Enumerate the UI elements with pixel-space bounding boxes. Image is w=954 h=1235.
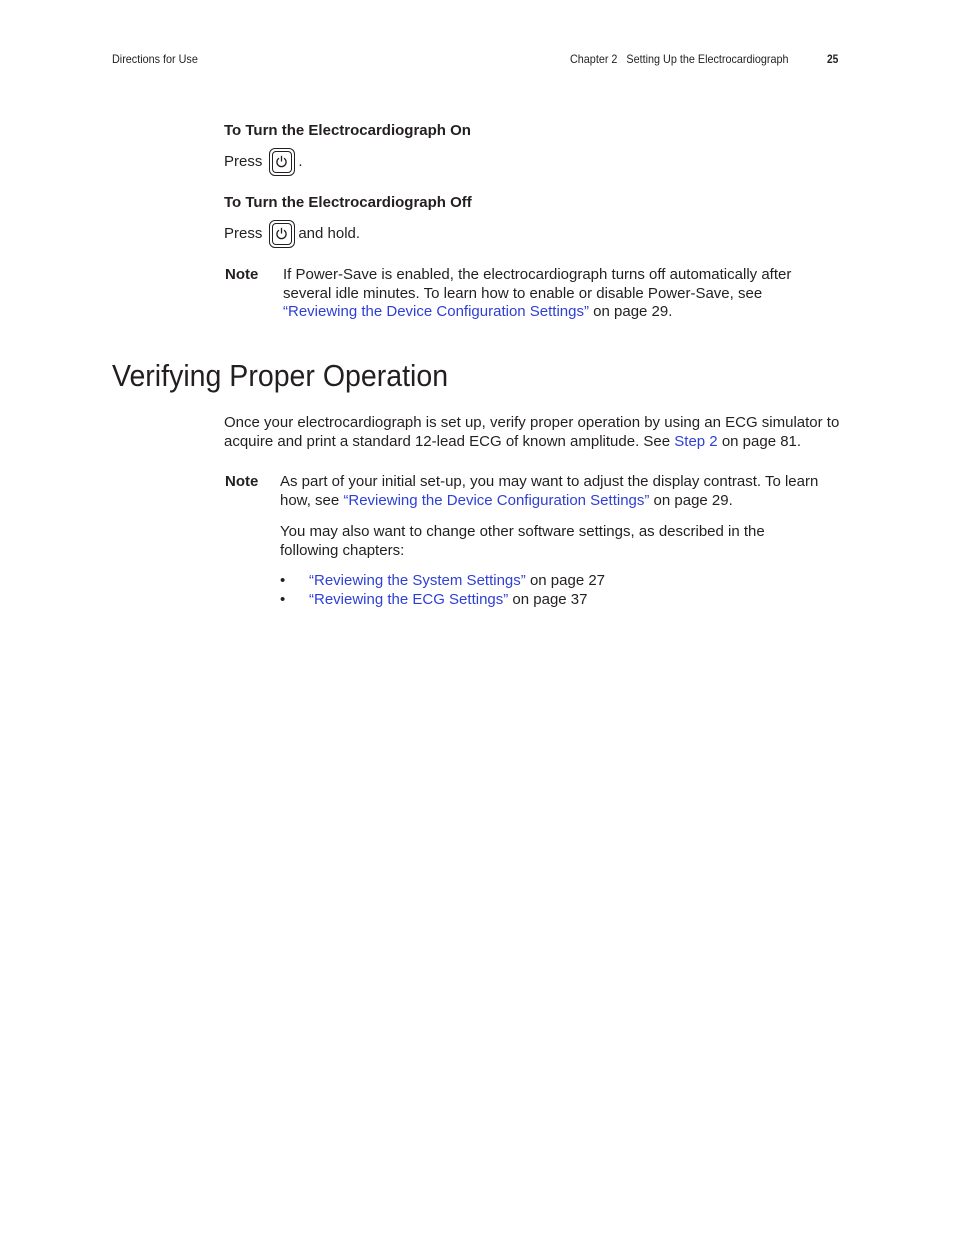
intro-page-ref: on page 81.: [721, 432, 802, 450]
config-settings-link[interactable]: “Reviewing the Device Configuration Settings”: [343, 491, 650, 509]
running-header-left: Directions for Use: [112, 52, 198, 66]
bullet-icon: •: [280, 590, 286, 608]
power-save-note: [283, 266, 823, 322]
press-suffix: and hold.: [298, 225, 361, 242]
config-settings-link[interactable]: “Reviewing the Device Configuration Settings”: [283, 303, 589, 320]
note-text: As part of your initial set-up, you may want to adjust the display contrast. To learn how, see: [280, 473, 819, 509]
software-settings-para: You may also want to change other software settings, as described in the following chapters:: [280, 523, 765, 559]
note-label: Note: [225, 266, 259, 283]
press-label: Press: [224, 225, 263, 242]
chapter-list: [280, 572, 605, 609]
power-button-icon: [269, 220, 295, 248]
turn-on-instruction: [224, 148, 303, 176]
list-item: [280, 591, 605, 610]
contrast-note: [280, 473, 845, 510]
step-2-link[interactable]: Step 2: [674, 432, 718, 450]
list-page-ref: on page 27: [529, 572, 606, 589]
system-settings-link[interactable]: “Reviewing the System Settings”: [309, 572, 526, 589]
note-page-ref: on page 29.: [593, 303, 673, 320]
ecg-settings-link[interactable]: “Reviewing the ECG Settings”: [309, 590, 509, 608]
bullet-icon: •: [280, 572, 286, 589]
turn-off-heading: To Turn the Electrocardiograph Off: [224, 194, 472, 211]
note-text: If Power-Save is enabled, the electrocardiograph turns off automatically after several idle minutes. To learn how to enable or disable Power-Save, see: [283, 266, 792, 302]
press-label: Press: [224, 153, 263, 170]
turn-off-instruction: [224, 220, 360, 248]
list-item: [280, 572, 605, 591]
section-title: Verifying Proper Operation: [112, 358, 449, 393]
intro-text: Once your electrocardiograph is set up, verify proper operation by using an ECG simulator to acquire and print a standard 12-lead ECG of known amplitude. See: [224, 414, 840, 450]
press-suffix: .: [298, 153, 303, 170]
running-header-chapter: Chapter 2 Setting Up the Electrocardiograph: [570, 52, 789, 66]
note-page-ref: on page 29.: [653, 491, 733, 509]
list-page-ref: on page 37: [512, 590, 588, 608]
turn-on-heading: To Turn the Electrocardiograph On: [224, 122, 471, 139]
note-label: Note: [225, 473, 259, 490]
power-button-icon: [269, 148, 295, 176]
section-intro: [224, 414, 844, 451]
page-number: 25: [827, 52, 839, 66]
